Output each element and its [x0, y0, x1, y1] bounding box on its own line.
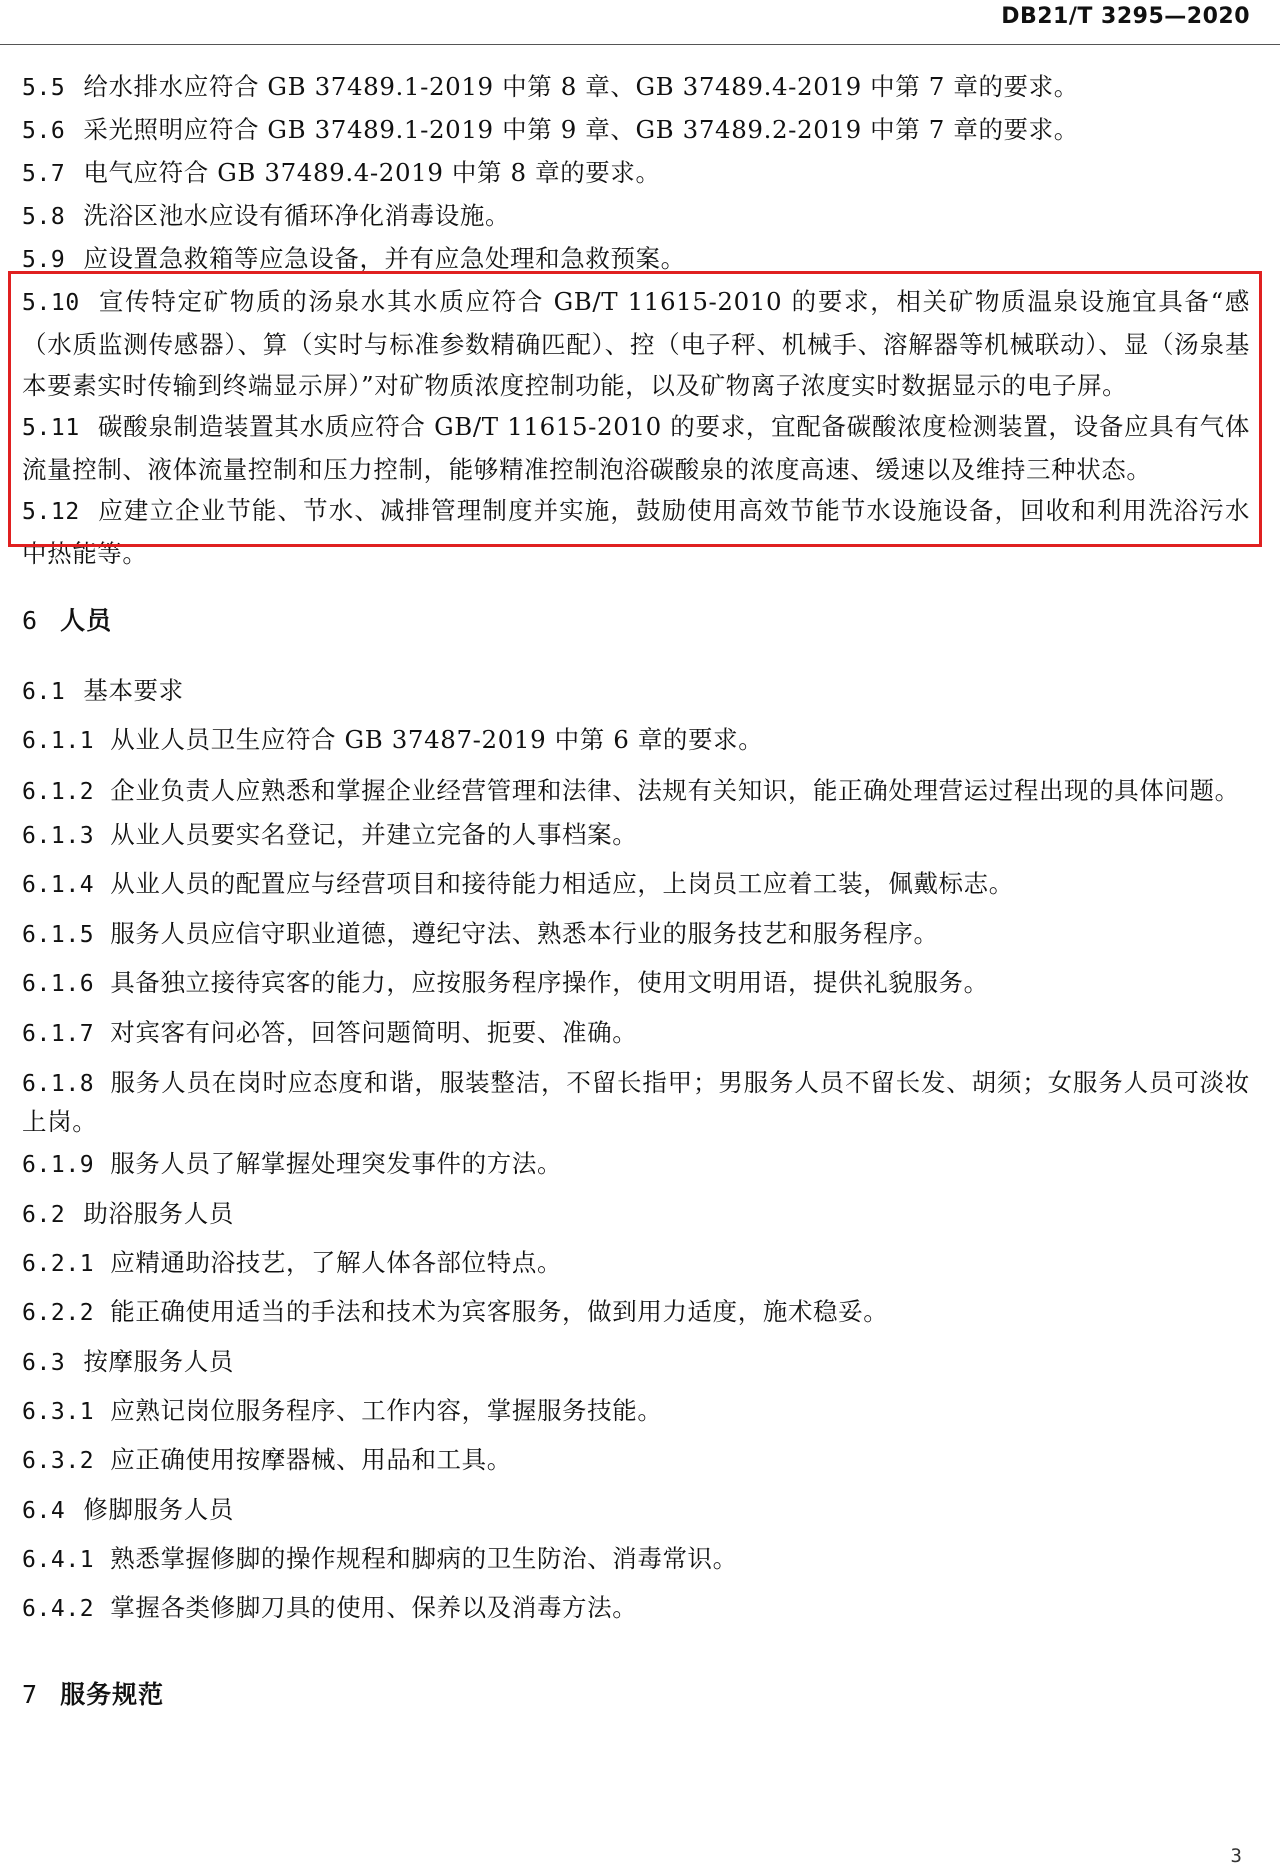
- clause-6-1-2: [22, 766, 1250, 811]
- clause-5-10: [22, 281, 1250, 406]
- clause-5-6: [22, 109, 1250, 152]
- clause-text: 应精通助浴技艺，了解人体各部位特点。: [110, 1247, 563, 1277]
- clause-6-1-6: [22, 959, 1250, 1009]
- subsection-heading-6-4: [22, 1486, 1250, 1535]
- clause-6-2-1: [22, 1239, 1250, 1289]
- subsection-number: 6.4: [22, 1497, 66, 1524]
- clause-6-3-1: [22, 1387, 1250, 1437]
- clause-number: 6.1.8: [22, 1071, 95, 1097]
- clause-6-1-4: [22, 860, 1250, 910]
- clause-number: 6.2.1: [22, 1250, 95, 1277]
- clause-6-1-5: [22, 910, 1250, 960]
- clause-text: 熟悉掌握修脚的操作规程和脚病的卫生防治、消毒常识。: [110, 1543, 738, 1573]
- clause-text: 掌握各类修脚刀具的使用、保养以及消毒方法。: [110, 1593, 638, 1622]
- clause-text: 企业负责人应熟悉和掌握企业经营管理和法律、法规有关知识，能正确处理营运过程出现的具体问题。: [110, 775, 1240, 805]
- clause-number: 5.11: [22, 415, 80, 441]
- clause-number: 6.1.4: [22, 872, 95, 898]
- clause-text: 从业人员卫生应符合 GB 37487-2019 中第 6 章的要求。: [110, 725, 764, 754]
- clause-number: 6.2.2: [22, 1300, 95, 1326]
- clause-number: 5.9: [22, 247, 66, 273]
- clause-text: 电气应符合 GB 37489.4-2019 中第 8 章的要求。: [83, 158, 661, 187]
- clause-6-4-2: [22, 1584, 1250, 1634]
- clause-text: 服务人员应信守职业道德，遵纪守法、熟悉本行业的服务技艺和服务程序。: [110, 918, 939, 948]
- clause-text: 服务人员了解掌握处理突发事件的方法。: [110, 1149, 563, 1178]
- clause-number: 6.1.6: [22, 971, 95, 997]
- spacer: [22, 1634, 1250, 1660]
- clause-text: 采光照明应符合 GB 37489.1-2019 中第 9 章、GB 37489.2-2019 中第 7 章的要求。: [83, 115, 1079, 144]
- clause-5-5: [22, 66, 1250, 109]
- clause-number: 5.6: [22, 118, 66, 144]
- clause-number: 5.7: [22, 161, 66, 187]
- subsection-title: 助浴服务人员: [83, 1198, 234, 1228]
- section-number: 7: [22, 1679, 39, 1709]
- subsection-number: 6.3: [22, 1349, 66, 1376]
- subsection-title: 修脚服务人员: [83, 1494, 234, 1524]
- clause-6-1-3: [22, 811, 1250, 861]
- clause-text: 洗浴区池水应设有循环净化消毒设施。: [83, 201, 511, 230]
- clause-text: 服务人员在岗时应态度和谐，服装整洁，不留长指甲；男服务人员不留长发、胡须；女服务人员可淡妆上岗。: [22, 1068, 1250, 1136]
- clause-text: 对宾客有问必答，回答问题简明、扼要、准确。: [110, 1017, 638, 1047]
- clause-text: 应设置急救箱等应急设备，并有应急处理和急救预案。: [83, 244, 686, 273]
- clause-number: 6.3.2: [22, 1448, 95, 1474]
- clause-number: 5.8: [22, 204, 66, 230]
- clause-6-1-1: [22, 716, 1250, 766]
- clause-number: 6.1.5: [22, 921, 95, 948]
- subsection-number: 6.1: [22, 679, 66, 705]
- clause-5-9: [22, 238, 1250, 281]
- clause-text: 从业人员要实名登记，并建立完备的人事档案。: [110, 819, 638, 849]
- clause-number: 6.1.9: [22, 1152, 95, 1178]
- document-code: DB21/T 3295—2020: [1001, 4, 1250, 29]
- header-divider: [0, 44, 1280, 45]
- clause-number: 6.1.7: [22, 1020, 95, 1047]
- clause-5-7: [22, 152, 1250, 195]
- subsection-heading-6-1: [22, 667, 1250, 716]
- clause-6-2-2: [22, 1288, 1250, 1338]
- clause-number: 6.4.1: [22, 1546, 95, 1573]
- clause-6-1-7: [22, 1009, 1250, 1059]
- clause-6-1-9: [22, 1140, 1250, 1190]
- page-number: 3: [1230, 1845, 1242, 1867]
- clause-6-3-2: [22, 1436, 1250, 1486]
- clause-number: 6.4.2: [22, 1596, 95, 1622]
- clause-6-1-8: [22, 1058, 1250, 1140]
- section-title: 人员: [60, 606, 113, 635]
- clause-5-11: [22, 406, 1250, 490]
- clause-number: 6.3.1: [22, 1398, 95, 1425]
- document-body: [22, 66, 1250, 1715]
- spacer: [22, 1660, 1250, 1674]
- clause-number: 6.1.2: [22, 778, 95, 805]
- clause-number: 5.5: [22, 75, 66, 101]
- subsection-title: 基本要求: [83, 676, 184, 705]
- clause-number: 6.1.3: [22, 822, 95, 849]
- clause-text: 应建立企业节能、节水、减排管理制度并实施，鼓励使用高效节能节水设施设备，回收和利用洗浴污水中热能等。: [22, 496, 1250, 568]
- clause-text: 能正确使用适当的手法和技术为宾客服务，做到用力适度，施术稳妥。: [110, 1297, 889, 1326]
- clause-text: 应熟记岗位服务程序、工作内容，掌握服务技能。: [110, 1395, 663, 1425]
- section-title: 服务规范: [60, 1679, 165, 1709]
- subsection-number: 6.2: [22, 1201, 66, 1228]
- subsection-heading-6-2: [22, 1190, 1250, 1239]
- clause-text: 给水排水应符合 GB 37489.1-2019 中第 8 章、GB 37489.4-2019 中第 7 章的要求。: [83, 72, 1079, 101]
- subsection-heading-6-3: [22, 1338, 1250, 1387]
- section-number: 6: [22, 606, 39, 635]
- subsection-title: 按摩服务人员: [83, 1346, 234, 1376]
- clause-number: 5.12: [22, 499, 80, 525]
- clause-5-12: [22, 490, 1250, 574]
- clause-text: 从业人员的配置应与经营项目和接待能力相适应，上岗员工应着工装，佩戴标志。: [110, 869, 1014, 898]
- clause-text: 应正确使用按摩器械、用品和工具。: [110, 1445, 512, 1474]
- clause-text: 碳酸泉制造装置其水质应符合 GB/T 11615-2010 的要求，宜配备碳酸浓度检测装置，设备应具有气体流量控制、液体流量控制和压力控制，能够精准控制泡浴碳酸泉的浓度高速、缓速以及维持三种状态。: [22, 412, 1250, 484]
- clause-6-4-1: [22, 1535, 1250, 1585]
- clause-number: 6.1.1: [22, 728, 95, 754]
- clause-text: 宣传特定矿物质的汤泉水其水质应符合 GB/T 11615-2010 的要求，相关矿物质温泉设施宜具备“感（水质监测传感器）、算（实时与标准参数精确匹配）、控（电子秤、机械手、溶解器等机械联动）、显（汤泉基本要素实时传输到终端显示屏）”对矿物质浓度控制功能，以及矿物离子浓度实时数据显示的电子屏。: [22, 287, 1250, 400]
- clause-number: 5.10: [22, 290, 80, 316]
- clause-5-8: [22, 195, 1250, 238]
- section-heading-6: [22, 600, 1250, 641]
- clause-text: 具备独立接待宾客的能力，应按服务程序操作，使用文明用语，提供礼貌服务。: [110, 968, 989, 997]
- section-heading-7: [22, 1674, 1250, 1715]
- spacer: [22, 641, 1250, 667]
- spacer: [22, 574, 1250, 600]
